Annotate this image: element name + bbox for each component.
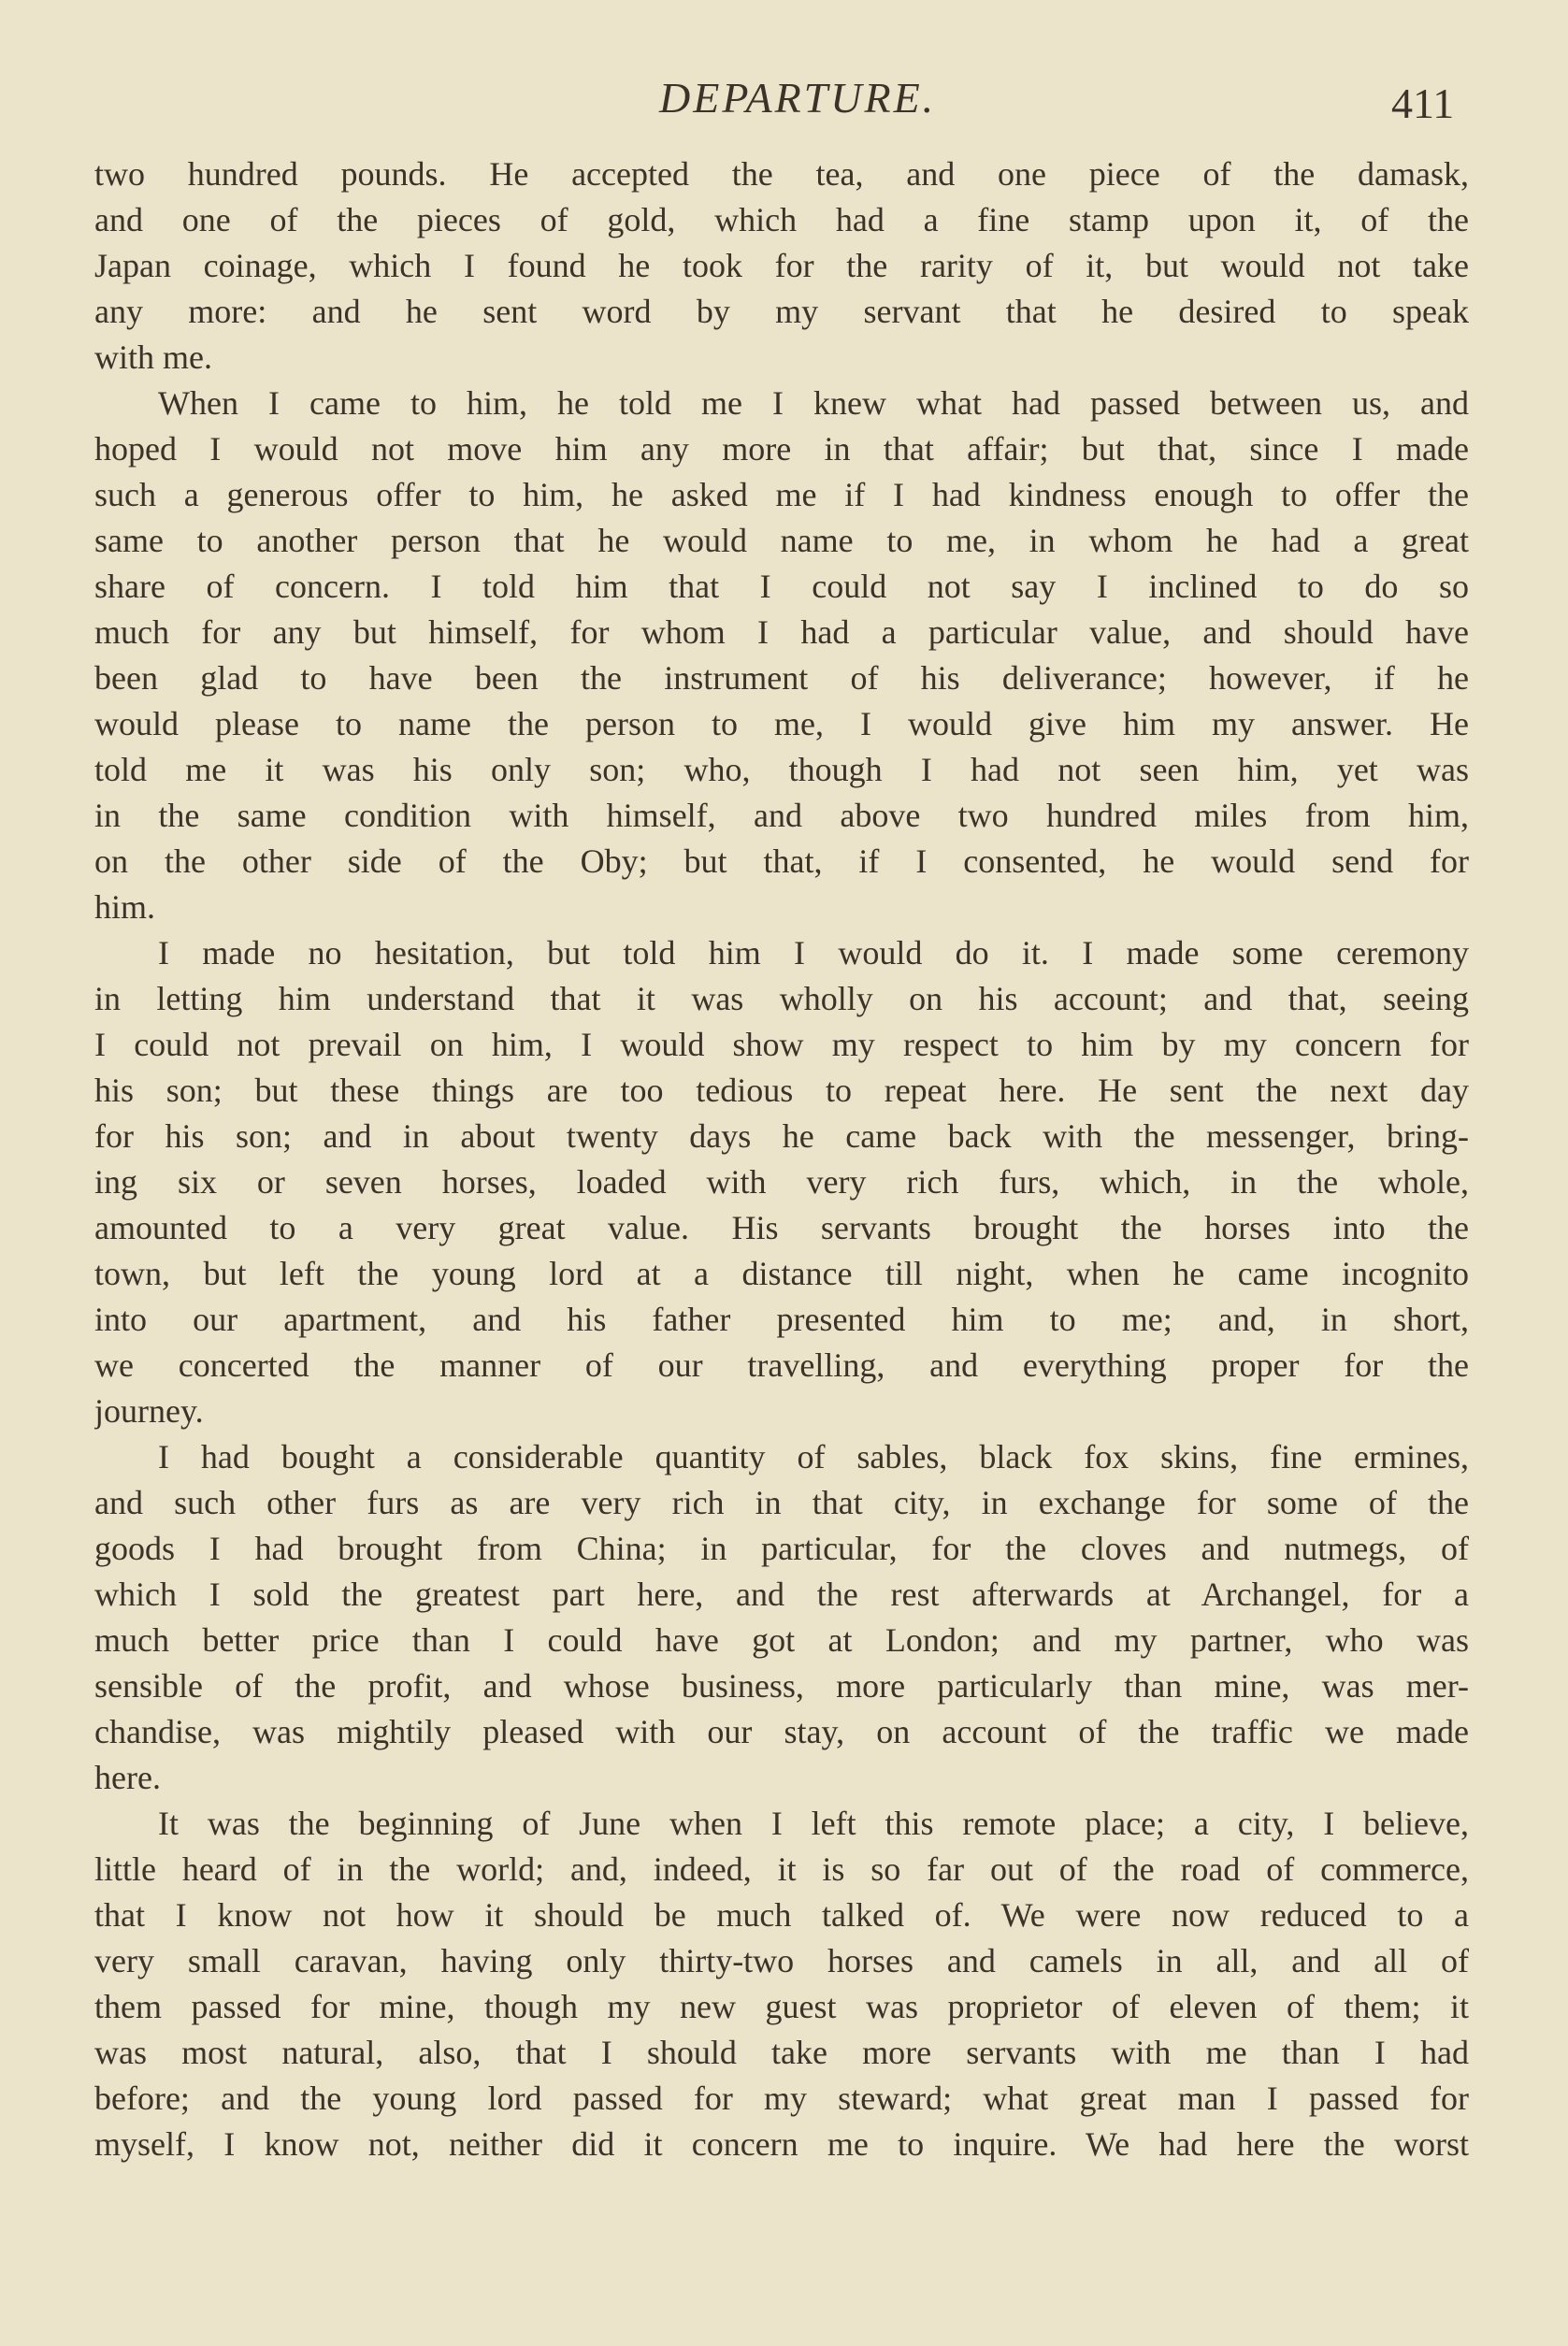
text-line: that I know not how it should be much talked of. We were now reduced to a	[94, 1896, 1469, 1934]
text-line: same to another person that he would name to me, in whom he had a great	[94, 522, 1469, 559]
text-line: sensible of the profit, and whose business, more particularly than mine, was mer-	[94, 1667, 1469, 1705]
text-line: his son; but these things are too tedious to repeat here. He sent the next day	[94, 1072, 1469, 1109]
text-line: here.	[94, 1759, 161, 1796]
running-title: DEPARTURE.	[659, 74, 937, 122]
text-line: him.	[94, 888, 156, 926]
text-line: two hundred pounds. He accepted the tea, and one piece of the damask,	[94, 155, 1469, 193]
text-line: into our apartment, and his father presented him to me; and, in short,	[94, 1301, 1469, 1338]
text-line: which I sold the greatest part here, and the rest afterwards at Archangel, for a	[94, 1576, 1469, 1613]
text-line: told me it was his only son; who, though I had not seen him, yet was	[94, 751, 1469, 788]
paragraph	[94, 930, 1469, 1434]
text-line: and such other furs as are very rich in that city, in exchange for some of the	[94, 1484, 1469, 1521]
text-line: much for any but himself, for whom I had a particular value, and should have	[94, 613, 1469, 651]
text-line: ing six or seven horses, loaded with very rich furs, which, in the whole,	[94, 1163, 1469, 1201]
text-line: in letting him understand that it was wholly on his account; and that, seeing	[94, 980, 1469, 1017]
paragraph	[94, 1801, 1469, 2167]
body-text	[94, 151, 1469, 2167]
text-line: for his son; and in about twenty days he came back with the messenger, bring-	[94, 1117, 1469, 1155]
text-line: hoped I would not move him any more in that affair; but that, since I made	[94, 430, 1469, 468]
text-line: I could not prevail on him, I would show my respect to him by my concern for	[94, 1026, 1469, 1063]
text-line: It was the beginning of June when I left this remote place; a city, I believe,	[158, 1805, 1469, 1842]
text-line: goods I had brought from China; in particular, for the cloves and nutmegs, of	[94, 1530, 1469, 1567]
text-line: in the same condition with himself, and above two hundred miles from him,	[94, 797, 1469, 834]
text-line: town, but left the young lord at a distance till night, when he came incognito	[94, 1255, 1469, 1292]
text-line: we concerted the manner of our travelling, and everything proper for the	[94, 1346, 1469, 1384]
text-line: been glad to have been the instrument of his deliverance; however, if he	[94, 659, 1469, 697]
text-line: When I came to him, he told me I knew what had passed between us, and	[158, 384, 1469, 422]
text-line: any more: and he sent word by my servant that he desired to speak	[94, 293, 1469, 330]
text-line: such a generous offer to him, he asked me if I had kindness enough to offer the	[94, 476, 1469, 513]
text-line: myself, I know not, neither did it concern me to inquire. We had here the worst	[94, 2125, 1469, 2163]
text-line: journey.	[94, 1392, 204, 1430]
text-line: I made no hesitation, but told him I would do it. I made some ceremony	[158, 934, 1469, 972]
text-line: was most natural, also, that I should take more servants with me than I had	[94, 2034, 1469, 2071]
text-line: would please to name the person to me, I would give him my answer. He	[94, 705, 1469, 742]
text-line: amounted to a very great value. His servants brought the horses into the	[94, 1209, 1469, 1246]
running-head	[0, 67, 1568, 133]
text-line: much better price than I could have got at London; and my partner, who was	[94, 1621, 1469, 1659]
text-line: little heard of in the world; and, indeed, it is so far out of the road of commerce,	[94, 1850, 1469, 1888]
text-line: with me.	[94, 338, 212, 376]
paragraph	[94, 381, 1469, 930]
text-line: I had bought a considerable quantity of sables, black fox skins, fine ermines,	[158, 1438, 1469, 1475]
text-line: very small caravan, having only thirty-two horses and camels in all, and all of	[94, 1942, 1469, 1979]
page-number: 411	[1391, 79, 1455, 127]
text-line: on the other side of the Oby; but that, if I consented, he would send for	[94, 842, 1469, 880]
text-line: share of concern. I told him that I could not say I inclined to do so	[94, 568, 1469, 605]
text-line: them passed for mine, though my new guest was proprietor of eleven of them; it	[94, 1988, 1469, 2025]
paragraph	[94, 151, 1469, 381]
text-line: chandise, was mightily pleased with our stay, on account of the traffic we made	[94, 1713, 1469, 1750]
paragraph	[94, 1434, 1469, 1801]
text-line: and one of the pieces of gold, which had a fine stamp upon it, of the	[94, 201, 1469, 238]
text-line: before; and the young lord passed for my steward; what great man I passed for	[94, 2080, 1469, 2117]
text-line: Japan coinage, which I found he took for the rarity of it, but would not take	[94, 247, 1469, 284]
